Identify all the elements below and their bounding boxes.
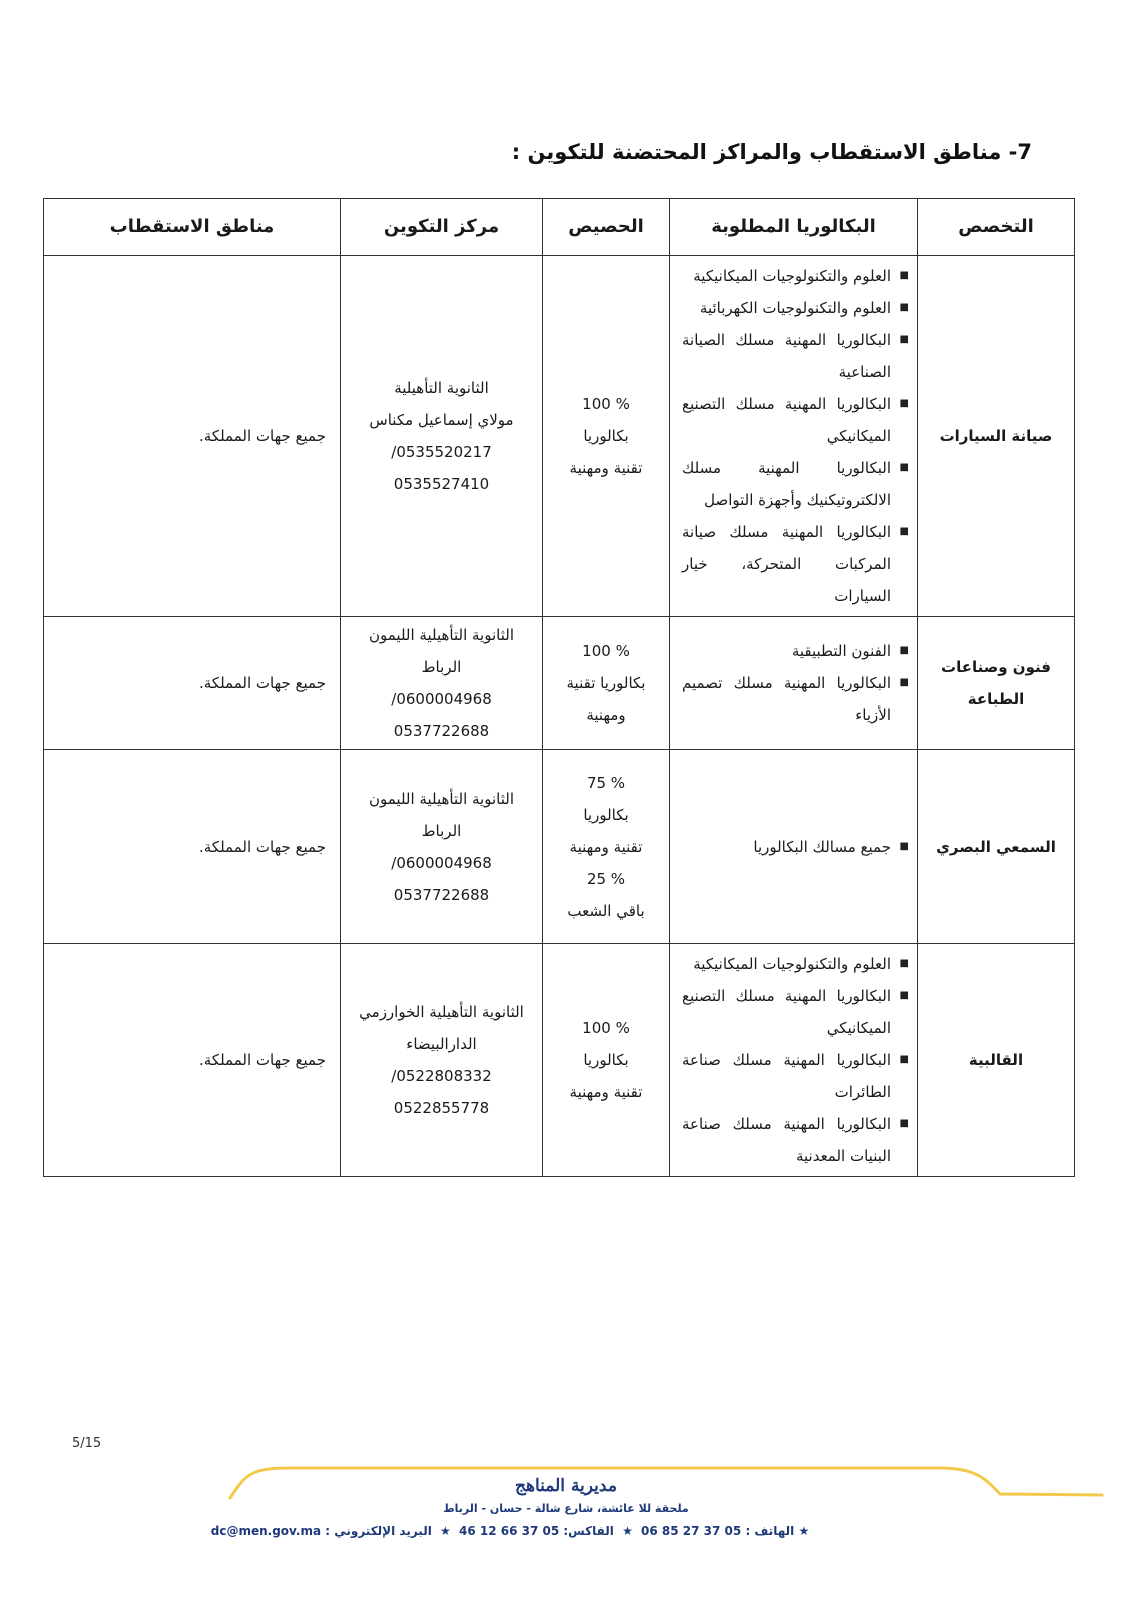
star-icon: ★ bbox=[798, 1524, 810, 1538]
header-specialty: التخصص bbox=[918, 199, 1075, 256]
table-row bbox=[44, 944, 1075, 1177]
header-zones: مناطق الاستقطاب bbox=[44, 199, 341, 256]
specialty-cell: صيانة السيارات bbox=[918, 256, 1075, 617]
table-row bbox=[44, 750, 1075, 944]
phone-label: الهاتف : bbox=[745, 1524, 795, 1538]
quota-cell: 100 % بكالوريا تقنية ومهنية bbox=[543, 944, 670, 1177]
footer-address: ملحقة للا عائشة، شارع شالة - حسان - الرباط bbox=[443, 1502, 689, 1515]
center-cell: الثانوية التأهيلية مولاي إسماعيل مكناس 0535520217/ 0535527410 bbox=[341, 256, 543, 617]
bac-list-item: ■ البكالوريا المهنية مسلك صيانة المركبات المتحركة، خيار السيارات bbox=[682, 516, 909, 612]
fax-value: 46 12 66 37 05 bbox=[458, 1524, 560, 1538]
bullet-square-icon: ■ bbox=[899, 334, 909, 345]
bac-list-item: ■ العلوم والتكنولوجيات الميكانيكية bbox=[682, 260, 909, 292]
bac-list-item: ■ العلوم والتكنولوجيات الميكانيكية bbox=[682, 948, 909, 980]
bullet-square-icon: ■ bbox=[899, 990, 909, 1001]
fax-label: الفاكس: bbox=[563, 1524, 614, 1538]
baccalaureate-cell bbox=[670, 256, 918, 617]
bullet-square-icon: ■ bbox=[899, 1118, 909, 1129]
bullet-square-icon: ■ bbox=[899, 840, 909, 852]
bac-list-item: ■ البكالوريا المهنية مسلك التصنيع الميكانيكي bbox=[682, 980, 909, 1044]
phone-value: 06 85 27 37 05 bbox=[641, 1524, 742, 1538]
specialty-cell: السمعي البصري bbox=[918, 750, 1075, 944]
quota-cell: 100 % بكالوريا تقنية ومهنية bbox=[543, 617, 670, 750]
center-cell: الثانوية التأهيلية الليمون الرباط 0600004968/ 0537722688 bbox=[341, 750, 543, 944]
zones-cell: جميع جهات المملكة. bbox=[44, 617, 341, 750]
email-label: البريد الإلكتروني : bbox=[325, 1524, 432, 1538]
section-title: 7- مناطق الاستقطاب والمراكز المحتضنة للتكوين : bbox=[511, 140, 1032, 164]
bullet-square-icon: ■ bbox=[899, 958, 909, 969]
bullet-square-icon: ■ bbox=[899, 462, 909, 473]
specialty-cell: فنون وصناعات الطباعة bbox=[918, 617, 1075, 750]
training-centers-table bbox=[43, 198, 1075, 1177]
bac-list-item: ■ الفنون التطبيقية bbox=[682, 635, 909, 667]
star-icon: ★ bbox=[622, 1524, 633, 1538]
bac-list-item: ■ البكالوريا المهنية مسلك التصنيع الميكانيكي bbox=[682, 388, 909, 452]
specialty-cell: القالبية bbox=[918, 944, 1075, 1177]
bullet-square-icon: ■ bbox=[899, 1054, 909, 1065]
header-center: مركز التكوين bbox=[341, 199, 543, 256]
page-number: 5/15 bbox=[72, 1436, 102, 1451]
star-icon: ★ bbox=[440, 1524, 451, 1538]
footer-title: مديرية المناهج bbox=[515, 1476, 617, 1496]
table-row bbox=[44, 617, 1075, 750]
bac-list-item: ■ جميع مسالك البكالوريا bbox=[682, 831, 909, 863]
bullet-square-icon: ■ bbox=[899, 526, 909, 537]
table-row bbox=[44, 256, 1075, 617]
bac-list-item: ■ البكالوريا المهنية مسلك الالكتروتيكنيك وأجهزة التواصل bbox=[682, 452, 909, 516]
bac-list-item: ■ البكالوريا المهنية مسلك الصيانة الصناعية bbox=[682, 324, 909, 388]
center-cell: الثانوية التأهيلية الخوارزمي الدارالبيضاء 0522808332/ 0522855778 bbox=[341, 944, 543, 1177]
baccalaureate-cell bbox=[670, 944, 918, 1177]
baccalaureate-cell bbox=[670, 617, 918, 750]
bac-list-item: ■ البكالوريا المهنية مسلك صناعة الطائرات bbox=[682, 1044, 909, 1108]
zones-cell: جميع جهات المملكة. bbox=[44, 256, 341, 617]
bullet-square-icon: ■ bbox=[899, 270, 909, 281]
bullet-square-icon: ■ bbox=[899, 677, 909, 688]
footer-contact bbox=[200, 1524, 820, 1538]
bac-list-item: ■ البكالوريا المهنية مسلك صناعة البنيات المعدنية bbox=[682, 1108, 909, 1172]
bac-list-item: ■ العلوم والتكنولوجيات الكهربائية bbox=[682, 292, 909, 324]
header-baccalaureate: البكالوريا المطلوبة bbox=[670, 199, 918, 256]
bac-list-item: ■ البكالوريا المهنية مسلك تصميم الأزياء bbox=[682, 667, 909, 731]
zones-cell: جميع جهات المملكة. bbox=[44, 944, 341, 1177]
baccalaureate-cell bbox=[670, 750, 918, 944]
bullet-square-icon: ■ bbox=[899, 302, 909, 313]
quota-cell: 100 % بكالوريا تقنية ومهنية bbox=[543, 256, 670, 617]
quota-cell: 75 % بكالوريا تقنية ومهنية 25 % باقي الشعب bbox=[543, 750, 670, 944]
bullet-square-icon: ■ bbox=[899, 645, 909, 656]
bullet-square-icon: ■ bbox=[899, 398, 909, 409]
center-cell: الثانوية التأهيلية الليمون الرباط 0600004968/ 0537722688 bbox=[341, 617, 543, 750]
header-quota: الحصيص bbox=[543, 199, 670, 256]
zones-cell: جميع جهات المملكة. bbox=[44, 750, 341, 944]
email-link[interactable]: dc@men.gov.ma bbox=[210, 1524, 322, 1538]
table-header-row bbox=[44, 199, 1075, 256]
